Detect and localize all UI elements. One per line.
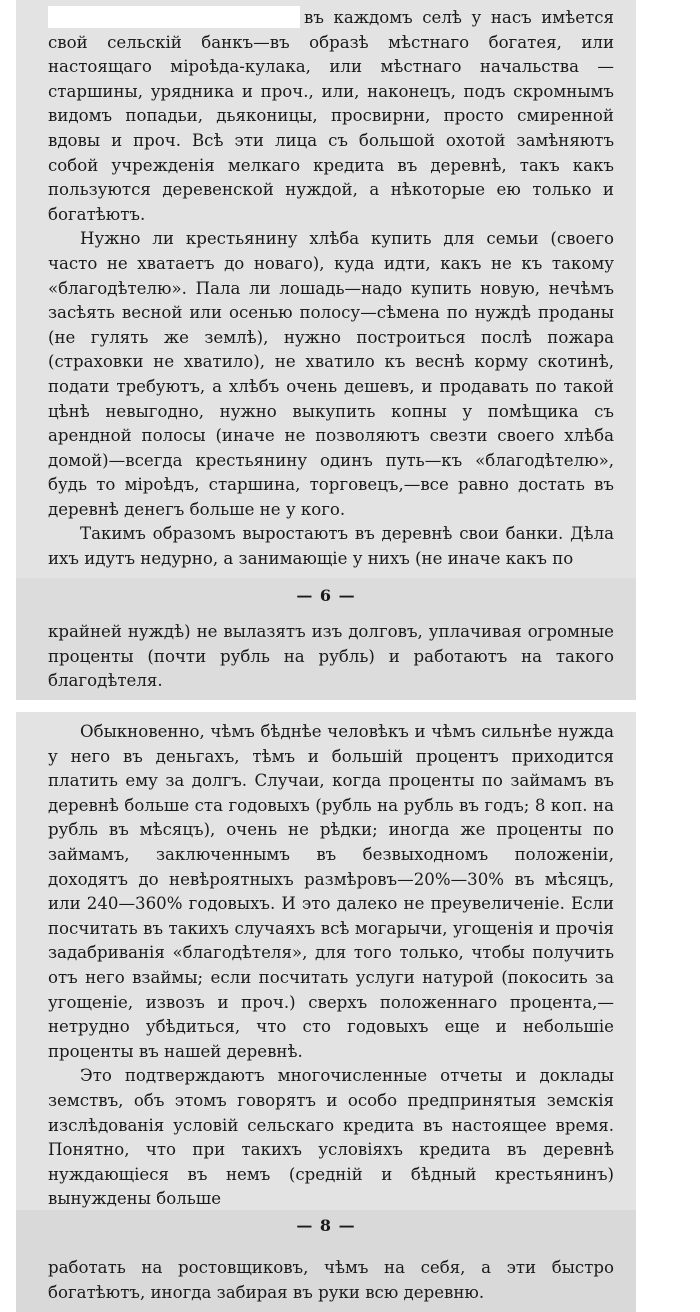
paragraph: работать на ростовщиковъ, чѣмъ на себя, а эти быстро богатѣютъ, иногда забирая въ руки всю деревню.	[48, 1258, 614, 1302]
page-segment-6	[16, 578, 636, 700]
text-column	[48, 620, 614, 694]
paragraph: Такимъ образомъ выростаютъ въ деревнѣ свои банки. Дѣла ихъ идутъ недурно, а занимающіе у нихъ (не иначе какъ по	[48, 524, 614, 569]
text-column	[48, 1256, 614, 1305]
paragraph: Это подтверждаютъ многочисленные отчеты и доклады земствъ, объ этомъ говорятъ и особо предпринятыя земскія изслѣдованія условій сельскаго кредита въ настоящее время. Понятно, что при такихъ условіяхъ кредита въ деревнѣ нуждающіеся въ немъ (средній и бѣдный крестьянинъ) вынуждены больше	[48, 1066, 614, 1209]
page-segment-lower	[16, 712, 636, 1210]
page-segment-8	[16, 1210, 636, 1312]
paragraph: въ каждомъ селѣ у насъ имѣется свой сельскій банкъ—въ образѣ мѣстнаго богатея, или настоящаго міроѣда-кулака, или мѣстнаго начальства — старшины, урядника и проч., или, наконецъ, подъ скромнымъ видомъ попадьи, дьяконицы, просвирни, просто смиренной вдовы и проч. Всѣ эти лица съ большой охотой замѣняютъ собой учрежденія мелкаго кредита въ деревнѣ, такъ какъ пользуются деревенской нуждой, а нѣкоторые ею только и богатѣютъ.	[48, 8, 614, 224]
paragraph: Обыкновенно, чѣмъ бѣднѣе человѣкъ и чѣмъ сильнѣе нужда у него въ деньгахъ, тѣмъ и большій процентъ приходится платить ему за долгъ. Случаи, когда проценты по займамъ въ деревнѣ больше ста годовыхъ (рубль на рубль въ годъ; 8 коп. на рубль въ мѣсяцъ), очень не рѣдки; иногда же проценты по займамъ, заключеннымъ въ безвыходномъ положеніи, доходятъ до невѣроятныхъ размѣровъ—20%—30% въ мѣсяцъ, или 240—360% годовыхъ. И это далеко не преувеличеніе. Если посчитать въ такихъ случаяхъ всѣ могарычи, угощенія и прочія задабриванія «благодѣтеля», для того только, чтобы получить отъ него взаймы; если посчитать услуги натурой (покосить за угощеніе, извозъ и проч.) сверхъ положеннаго процента,—нетрудно убѣдиться, что сто годовыхъ еще и небольшіе проценты въ нашей деревнѣ.	[48, 722, 614, 1061]
text-column	[48, 6, 614, 572]
text-column	[48, 720, 614, 1210]
paragraph: Нужно ли крестьянину хлѣба купить для семьи (своего часто не хватаетъ до новаго), куда идти, какъ не къ такому «благодѣтелю». Пала ли лошадь—надо купить новую, нечѣмъ засѣять весной или осенью полосу—сѣмена по нуждѣ проданы (не гулять же землѣ), нужно построиться послѣ пожара (страховки не хватило), не хватило къ веснѣ корму скотинѣ, подати требуютъ, а хлѣбъ очень дешевъ, и продавать по такой цѣнѣ невыгодно, нужно выкупить копны у помѣщика съ арендной полосы (иначе не позволяютъ свезти своего хлѣба домой)—всегда крестьянину одинъ путь—къ «благодѣтелю», будь то міроѣдъ, старшина, торговецъ,—все равно достать въ деревнѣ денегъ больше не у кого.	[48, 229, 614, 519]
page-number: — 8 —	[296, 1216, 356, 1235]
paragraph: крайней нуждѣ) не вылазятъ изъ долговъ, уплачивая огромные проценты (почти рубль на рубль) и работаютъ на такого благодѣтеля.	[48, 622, 614, 691]
page-segment-top	[16, 0, 636, 578]
page-number: — 6 —	[296, 586, 356, 605]
